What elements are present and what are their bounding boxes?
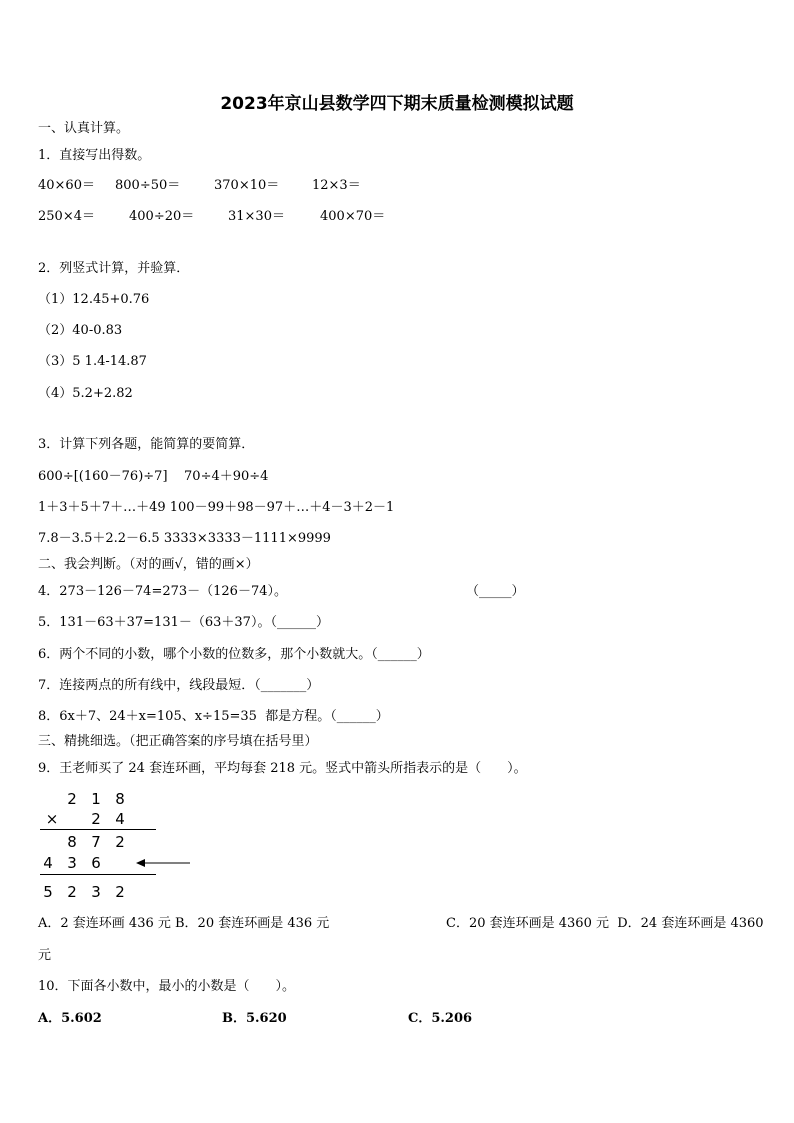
q3-line: 1＋3＋5＋7＋…＋49 100－99＋98－97＋…＋4－3＋2－1: [38, 500, 395, 515]
digit: 2: [91, 810, 101, 828]
q2-item: （2）40-0.83: [38, 323, 123, 338]
digit: 2: [115, 833, 125, 851]
digit: 5: [43, 883, 53, 901]
digit: 4: [115, 810, 125, 828]
question-9-options-ab: A．2 套连环画 436 元 B．20 套连环画是 436 元: [38, 916, 330, 931]
digit: 3: [91, 883, 101, 901]
question-3-prompt: 3．计算下列各题，能简算的要简算．: [38, 437, 255, 452]
q1-item: 370×10＝: [214, 178, 280, 193]
question-10-option-b: B．5.620: [222, 1011, 287, 1026]
digit: 3: [67, 854, 77, 872]
question-8-text: 8．6x＋7、24＋x=105、x÷15=35 都是方程。（______）: [38, 709, 389, 724]
question-4-answer-blank[interactable]: （_____）: [466, 584, 525, 599]
question-6-text: 6．两个不同的小数，哪个小数的位数多，那个小数就大。（______）: [38, 647, 430, 662]
calc-rule: [40, 829, 156, 830]
q2-item: （4）5.2+2.82: [38, 386, 133, 401]
question-10-option-a: A．5.602: [38, 1011, 102, 1026]
question-4-text: 4．273－126－74=273－（126－74）。: [38, 584, 287, 599]
digit: 2: [67, 790, 77, 808]
question-2-prompt: 2．列竖式计算，并验算．: [38, 261, 190, 276]
q1-item: 40×60＝: [38, 178, 95, 193]
digit: 8: [67, 833, 77, 851]
question-1-prompt: 1．直接写出得数。: [38, 148, 151, 163]
question-10-prompt: 10．下面各小数中，最小的小数是（ ）。: [38, 979, 296, 994]
question-9-options-cd: C．20 套连环画是 4360 元 D．24 套连环画是 4360: [446, 916, 764, 931]
q2-item: （3）5 1.4-14.87: [38, 354, 147, 369]
q1-item: 31×30＝: [228, 209, 285, 224]
q3-line: 600÷[(160－76)÷7] 70÷4＋90÷4: [38, 469, 269, 484]
q2-item: （1）12.45+0.76: [38, 292, 150, 307]
question-5-text: 5．131－63＋37=131－（63＋37）。（______）: [38, 615, 329, 630]
digit: 8: [115, 790, 125, 808]
q1-item: 400×70＝: [320, 209, 386, 224]
question-9-prompt: 9．王老师买了 24 套连环画，平均每套 218 元。竖式中箭头所指表示的是（ ）。: [38, 761, 527, 776]
digit: 7: [91, 833, 101, 851]
digit: 1: [91, 790, 101, 808]
question-7-text: 7．连接两点的所有线中，线段最短．（_______）: [38, 678, 320, 693]
vertical-multiplication: [40, 790, 200, 905]
calc-rule: [40, 874, 156, 875]
digit: 6: [91, 854, 101, 872]
section-3-heading: 三、精挑细选。（把正确答案的序号填在括号里）: [38, 734, 318, 749]
q3-line: 7.8－3.5＋2.2－6.5 3333×3333－1111×9999: [38, 531, 331, 546]
times-sign: ×: [45, 810, 59, 828]
digit: 4: [43, 854, 53, 872]
question-9-options-wrap: 元: [38, 948, 52, 963]
section-1-heading: 一、认真计算。: [38, 121, 130, 136]
section-2-heading: 二、我会判断。（对的画√，错的画×）: [38, 557, 259, 572]
q1-item: 400÷20＝: [129, 209, 195, 224]
question-10-option-c: C．5.206: [408, 1011, 473, 1026]
digit: 2: [67, 883, 77, 901]
arrow-left-icon: [136, 856, 192, 870]
q1-item: 800÷50＝: [115, 178, 181, 193]
digit: 2: [115, 883, 125, 901]
q1-item: 250×4＝: [38, 209, 95, 224]
q1-item: 12×3＝: [312, 178, 361, 193]
page-title: 2023年京山县数学四下期末质量检测模拟试题: [220, 94, 574, 114]
